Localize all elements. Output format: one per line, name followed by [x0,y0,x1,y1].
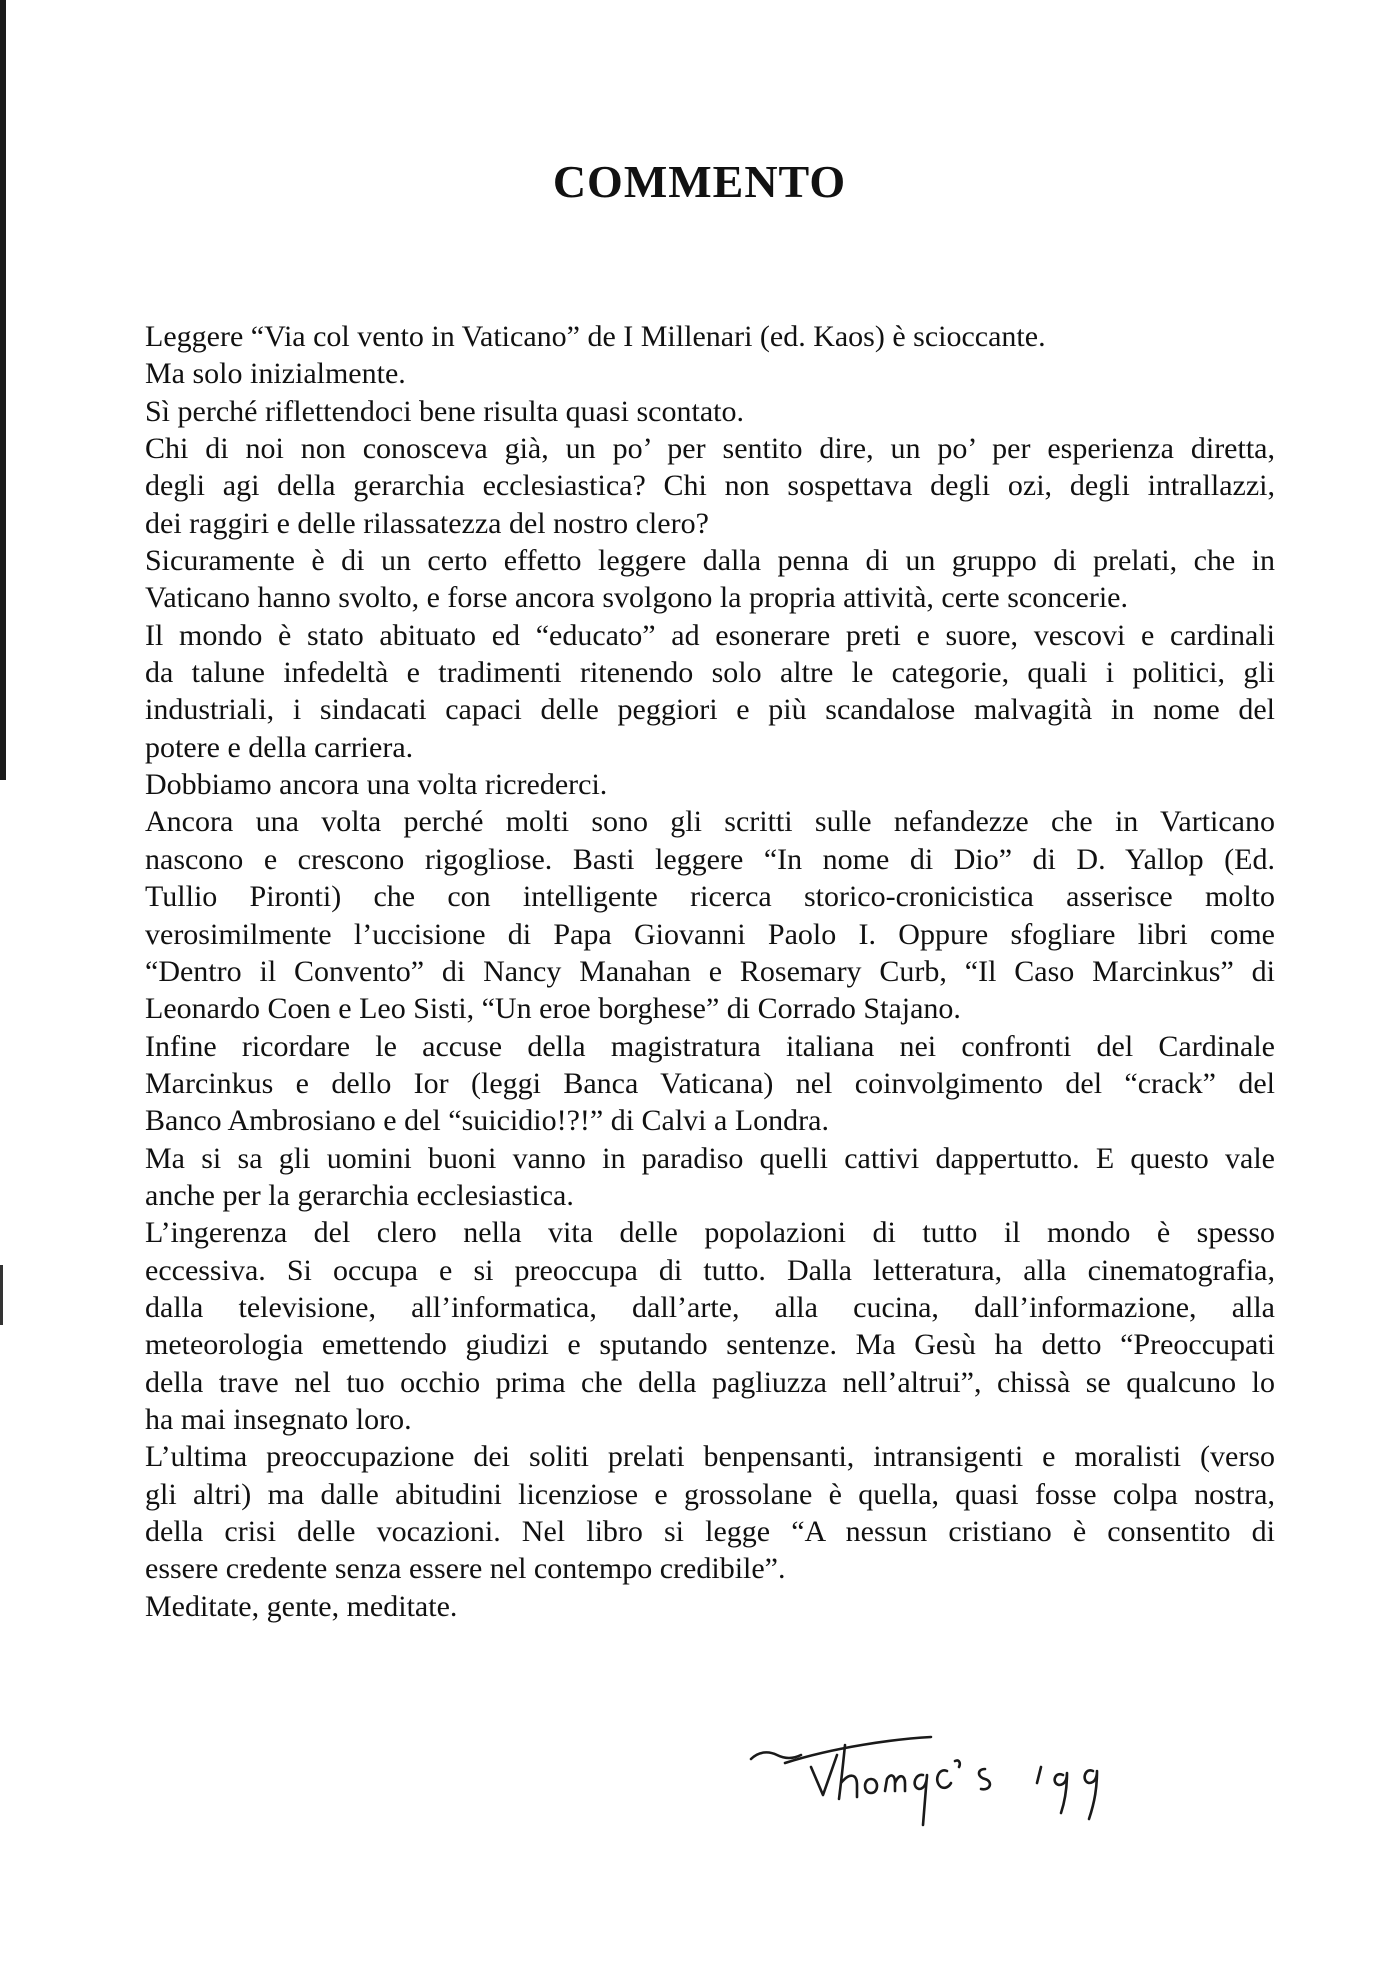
text-line: Marcinkus e dello Ior (leggi Banca Vaticana) nel coinvolgimento del “crack” del [145,1066,1275,1100]
text-line: degli agi della gerarchia ecclesiastica? Chi non sospettava degli ozi, degli intrallazzi, [145,469,1275,503]
scan-border-mark [0,0,6,780]
text-line: Leonardo Coen e Leo Sisti, “Un eroe borghese” di Corrado Stajano. [145,992,961,1026]
text-line: meteorologia emettendo giudizi e sputando sentenze. Ma Gesù ha detto “Preoccupati [145,1328,1275,1362]
text-line: gli altri) ma dalle abitudini licenziose e grossolane è quella, quasi fosse colpa nostra, [145,1477,1275,1511]
text-line: potere e della carriera. [145,730,414,764]
text-line: Ancora una volta perché molti sono gli scritti sulle nefandezze che in Varticano [145,805,1275,839]
text-line: verosimilmente l’uccisione di Papa Giovanni Paolo I. Oppure sfogliare libri come [145,917,1275,951]
text-line: Sicuramente è di un certo effetto leggere dalla penna di un gruppo di prelati, che in [145,544,1275,578]
scan-border-mark [0,1265,3,1325]
text-line: Leggere “Via col vento in Vaticano” de I Millenari (ed. Kaos) è scioccante. [145,320,1046,353]
text-line: della trave nel tuo occhio prima che della pagliuzza nell’altrui”, chissà se qualcuno lo [145,1365,1275,1399]
document-body [145,318,1275,1625]
text-line: ha mai insegnato loro. [145,1402,412,1436]
text-line: “Dentro il Convento” di Nancy Manahan e Rosemary Curb, “Il Caso Marcinkus” di [145,954,1275,988]
text-line: Il mondo è stato abituato ed “educato” ad esonerare preti e suore, vescovi e cardinali [145,618,1275,652]
handwritten-signature [745,1725,1145,1835]
text-line: Sì perché riflettendoci bene risulta quasi scontato. [145,394,744,428]
text-line: Banco Ambrosiano e del “suicidio!?!” di Calvi a Londra. [145,1104,829,1138]
text-line: industriali, i sindacati capaci delle peggiori e più scandalose malvagità in nome del [145,693,1275,727]
text-line: dalla televisione, all’informatica, dall’arte, alla cucina, dall’informazione, alla [145,1290,1275,1324]
text-line: L’ultima preoccupazione dei soliti prelati benpensanti, intransigenti e moralisti (verso [145,1440,1275,1474]
text-line: Ma si sa gli uomini buoni vanno in paradiso quelli cattivi dappertutto. E questo vale [145,1141,1275,1175]
text-line: nascono e crescono rigogliose. Basti leggere “In nome di Dio” di D. Yallop (Ed. [145,842,1275,876]
text-line: Dobbiamo ancora una volta ricrederci. [145,768,608,802]
text-line: dei raggiri e delle rilassatezza del nostro clero? [145,506,709,540]
text-line: Meditate, gente, meditate. [145,1589,458,1623]
text-line: eccessiva. Si occupa e si preoccupa di tutto. Dalla letteratura, alla cinematografia, [145,1253,1275,1287]
text-line: essere credente senza essere nel contempo credibile”. [145,1552,786,1586]
text-line: Chi di noi non conosceva già, un po’ per sentito dire, un po’ per esperienza diretta, [145,432,1275,466]
text-line: Vaticano hanno svolto, e forse ancora svolgono la propria attività, certe sconcerie. [145,581,1128,615]
text-line: L’ingerenza del clero nella vita delle popolazioni di tutto il mondo è spesso [145,1216,1275,1250]
text-line: Infine ricordare le accuse della magistratura italiana nei confronti del Cardinale [145,1029,1275,1063]
text-line: della crisi delle vocazioni. Nel libro si legge “A nessun cristiano è consentito di [145,1515,1275,1548]
text-line: Tullio Pironti) che con intelligente ricerca storico-cronicistica asserisce molto [145,880,1275,914]
text-line: da talune infedeltà e tradimenti ritenendo solo altre le categorie, quali i politici, gli [145,656,1275,690]
text-line: Ma solo inizialmente. [145,357,406,391]
document-title: COMMENTO [552,156,847,207]
text-line: anche per la gerarchia ecclesiastica. [145,1178,574,1212]
